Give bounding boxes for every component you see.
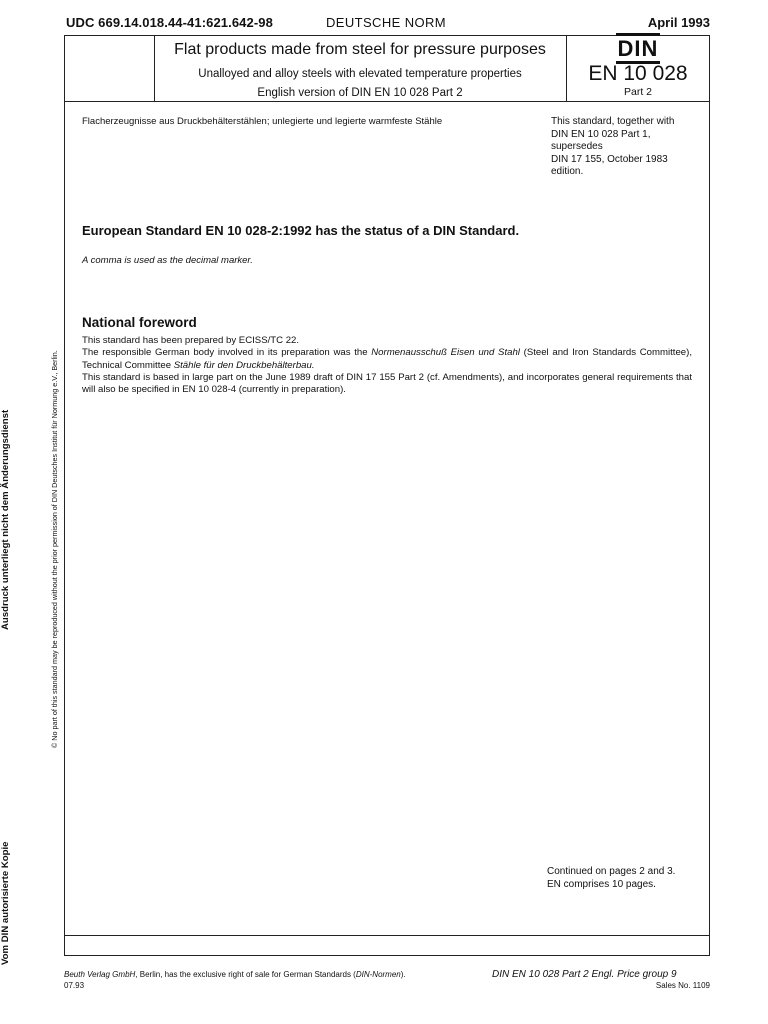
supersedes-line: edition. <box>551 166 584 177</box>
footer-text: ). <box>400 970 406 979</box>
margin-note-authorized-copy: Vom DIN autorisierte Kopie <box>0 841 11 965</box>
din-logo <box>566 38 710 60</box>
foreword-paragraph <box>82 347 692 372</box>
document-subtitle: Unalloyed and alloy steels with elevated temperature properties <box>198 68 522 80</box>
udc-number: UDC 669.14.018.44-41:621.642-98 <box>66 15 273 30</box>
foreword-heading: National foreword <box>82 315 197 330</box>
continued-line: Continued on pages 2 and 3. <box>547 866 676 877</box>
supersedes-line: DIN EN 10 028 Part 1, <box>551 128 651 140</box>
standard-number: EN 10 028 <box>588 62 688 85</box>
din-normen-label: DIN-Normen <box>355 970 401 979</box>
standard-part: Part 2 <box>624 86 653 98</box>
sales-number: Sales No. 1109 <box>655 981 710 990</box>
foreword-body <box>82 335 692 396</box>
technical-committee-name: Stähle für den Druckbehälterbau. <box>173 359 315 371</box>
foreword-text: (Steel and Iron Standards Committee), Technical Committee <box>82 347 692 371</box>
supersedes-line: DIN 17 155, October 1983 <box>551 153 668 165</box>
publisher-name: Beuth Verlag GmbH <box>64 970 136 979</box>
foreword-paragraph: This standard is based in large part on the June 1989 draft of DIN 17 155 Part 2 (cf. Amendments), and incorporates general requirements that will also be specified in EN 10 028-4 (currently in preparation). <box>82 371 692 396</box>
decimal-marker-note: A comma is used as the decimal marker. <box>82 255 253 266</box>
footer-text: , Berlin, has the exclusive right of sale for German Standards ( <box>135 970 356 979</box>
continued-note <box>547 866 675 891</box>
german-title: Flacherzeugnisse aus Druckbehälterstählen; unlegierte und legierte warmfeste Stähle <box>82 116 443 127</box>
committee-name: Normenausschuß Eisen und Stahl <box>371 347 520 359</box>
footer-reference: DIN EN 10 028 Part 2 Engl. Price group 9 <box>492 969 677 980</box>
foreword-paragraph: This standard has been prepared by ECISS/TC 22. <box>82 335 300 346</box>
document-title: Flat products made from steel for pressure purposes <box>174 41 546 58</box>
foreword-text: The responsible German body involved in its preparation was the <box>82 347 372 359</box>
supersedes-note <box>551 116 701 179</box>
header-divider <box>64 101 710 102</box>
supersedes-line: supersedes <box>551 141 603 152</box>
english-version-note: English version of DIN EN 10 028 Part 2 <box>257 87 463 99</box>
din-logo-text: DIN <box>616 33 661 64</box>
footer-divider <box>64 935 710 936</box>
european-status-statement: European Standard EN 10 028-2:1992 has the status of a DIN Standard. <box>82 223 520 238</box>
continued-line: EN comprises 10 pages. <box>547 878 656 890</box>
issue-date: April 1993 <box>647 15 710 30</box>
norm-label: DEUTSCHE NORM <box>326 15 447 30</box>
copyright-note: © No part of this standard may be reproduced without the prior permission of DIN Deutsches Institut für Normung e.V., Berlin. <box>50 350 59 748</box>
margin-note-ausdruck: Ausdruck unterliegt nicht dem Änderungsdienst <box>0 409 11 630</box>
supersedes-line: This standard, together with <box>551 116 675 127</box>
footer-publisher-note <box>64 970 406 979</box>
footer-date-code: 07.93 <box>64 981 85 990</box>
